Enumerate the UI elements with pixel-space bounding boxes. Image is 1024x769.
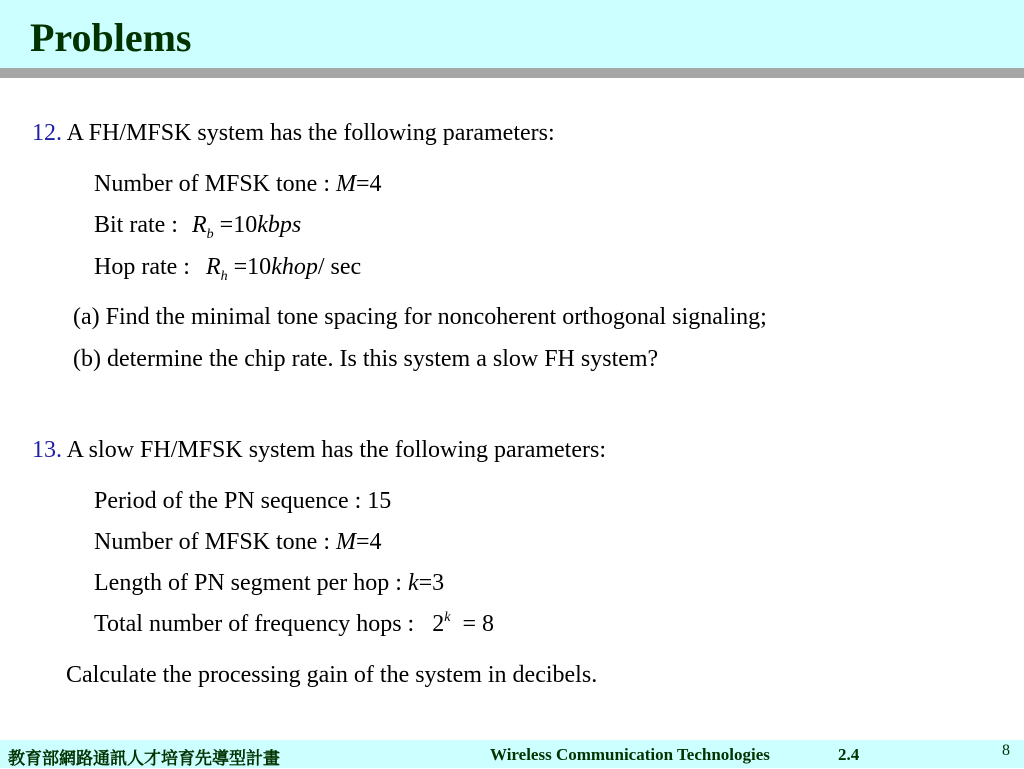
problem-12-hop-rate-line <box>94 252 361 286</box>
tone-label: Number of MFSK tone : <box>94 529 336 555</box>
hop-rate-per-sec: / sec <box>317 254 362 280</box>
hop-rate-formula <box>205 254 362 284</box>
problem-12-text: A FH/MFSK system has the following parameters: <box>62 120 555 146</box>
page-title: Problems <box>30 15 192 60</box>
problem-12-number: 12. <box>32 120 62 146</box>
hops-formula <box>432 611 494 637</box>
segment-value: =3 <box>418 570 445 596</box>
bit-rate-var: R <box>191 212 207 238</box>
hops-label: Total number of frequency hops : <box>94 611 415 637</box>
problem-13-statement <box>32 435 606 465</box>
problem-12-part-b: (b) determine the chip rate. Is this system a slow FH system? <box>73 346 659 372</box>
problem-13-tone-line <box>94 527 382 557</box>
problem-13-question: Calculate the processing gain of the system in decibels. <box>66 662 598 688</box>
hops-base: 2 <box>432 611 445 637</box>
problem-13-segment-line <box>94 568 444 598</box>
hops-exponent: k <box>444 610 451 625</box>
problem-13-hops-line <box>94 609 494 643</box>
hop-rate-var: R <box>205 254 221 280</box>
problem-12-statement <box>32 118 555 148</box>
footer-section: 2.4 <box>838 745 860 764</box>
bit-rate-unit: kbps <box>257 212 302 238</box>
header-divider <box>0 68 1024 78</box>
problem-12-tone-line <box>94 169 382 199</box>
bit-rate-label: Bit rate : <box>94 212 178 238</box>
bit-rate-sub: b <box>206 227 214 242</box>
hops-eq: = 8 <box>450 611 494 637</box>
tone-value: =4 <box>356 171 382 197</box>
problem-13-text: A slow FH/MFSK system has the following parameters: <box>62 437 606 463</box>
bit-rate-eq: =10 <box>213 212 258 238</box>
problem-13-number: 13. <box>32 437 62 463</box>
segment-var: k <box>407 570 419 596</box>
hop-rate-sub: h <box>220 269 228 284</box>
page-number: 8 <box>1002 742 1010 759</box>
tone-var: M <box>336 529 356 555</box>
tone-value: =4 <box>356 529 382 555</box>
hop-rate-unit: khop <box>271 254 318 280</box>
hop-rate-label: Hop rate : <box>94 254 190 280</box>
bit-rate-formula <box>191 212 302 242</box>
problem-12-part-a: (a) Find the minimal tone spacing for noncoherent orthogonal signaling; <box>73 304 767 330</box>
hop-rate-eq: =10 <box>227 254 272 280</box>
tone-var: M <box>336 171 356 197</box>
problem-12-bit-rate-line <box>94 210 301 244</box>
tone-label: Number of MFSK tone : <box>94 171 336 197</box>
footer-program: 教育部網路通訊人才培育先導型計畫 <box>8 749 280 769</box>
footer-course: Wireless Communication Technologies <box>490 745 770 764</box>
segment-label: Length of PN segment per hop : <box>94 570 408 596</box>
problem-13-pn-period: Period of the PN sequence : 15 <box>94 488 392 514</box>
